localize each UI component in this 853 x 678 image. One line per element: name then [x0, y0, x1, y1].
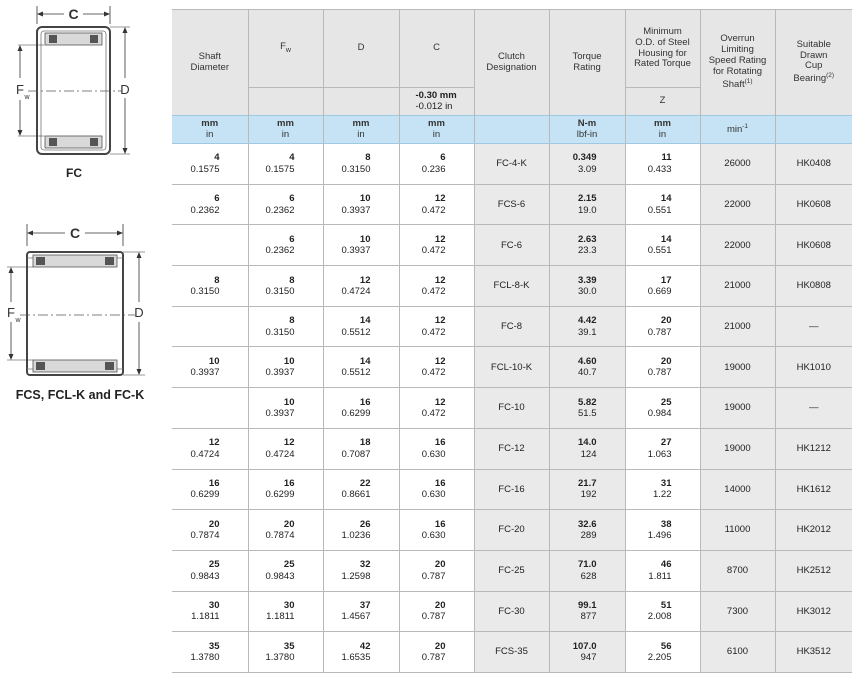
col-subheader-d [323, 88, 399, 116]
cell-overrun-speed: 19000 [700, 347, 775, 388]
cell-shaft-diameter [172, 306, 248, 347]
cell-c: 6 0.236 [399, 144, 474, 185]
table-row [172, 388, 852, 429]
table-row [172, 469, 852, 510]
cell-min-od: 56 2.205 [625, 632, 700, 673]
col-header-c: C [399, 10, 474, 88]
cell-d: 8 0.3150 [323, 144, 399, 185]
cell-d: 14 0.5512 [323, 347, 399, 388]
cell-clutch-designation: FCL-8-K [474, 266, 549, 307]
cell-shaft-diameter [172, 225, 248, 266]
unit-d: mm in [323, 116, 399, 144]
cell-c: 16 0.630 [399, 510, 474, 551]
cell-torque-rating: 71.0 628 [549, 550, 625, 591]
clutch-spec-table [172, 9, 852, 673]
cell-torque-rating: 32.6 289 [549, 510, 625, 551]
cell-overrun-speed: 21000 [700, 266, 775, 307]
col-header-clutch-designation: Clutch Designation [474, 10, 549, 116]
fc-c-label: C [68, 6, 79, 22]
c-tolerance-label: -0.30 mm -0.012 in [399, 88, 474, 116]
fcs-cross-section-drawing [0, 222, 165, 387]
cell-min-od: 25 0.984 [625, 388, 700, 429]
cell-suitable-bearing: HK1212 [775, 428, 852, 469]
cell-torque-rating: 0.349 3.09 [549, 144, 625, 185]
diagram-fc [0, 0, 160, 190]
cell-suitable-bearing: HK2012 [775, 510, 852, 551]
units-row [172, 116, 852, 144]
fcs-d-label: D [134, 305, 144, 320]
col-header-shaft-diameter: Shaft Diameter [172, 10, 248, 116]
fcs-caption: FCS, FCL-K and FC-K [15, 388, 145, 402]
cell-suitable-bearing: HK3012 [775, 591, 852, 632]
cell-d: 12 0.4724 [323, 266, 399, 307]
cell-torque-rating: 21.7 192 [549, 469, 625, 510]
cell-shaft-diameter: 25 0.9843 [172, 550, 248, 591]
fc-cross-section-drawing [0, 0, 160, 165]
cell-overrun-speed: 19000 [700, 388, 775, 429]
cell-overrun-speed: 8700 [700, 550, 775, 591]
cell-torque-rating: 107.0 947 [549, 632, 625, 673]
cell-shaft-diameter: 4 0.1575 [172, 144, 248, 185]
table-row [172, 550, 852, 591]
cell-c: 16 0.630 [399, 469, 474, 510]
cell-clutch-designation: FC-25 [474, 550, 549, 591]
col-subheader-fw [248, 88, 323, 116]
cell-suitable-bearing: HK0808 [775, 266, 852, 307]
cell-d: 32 1.2598 [323, 550, 399, 591]
cell-min-od: 20 0.787 [625, 306, 700, 347]
cell-c: 20 0.787 [399, 632, 474, 673]
cell-fw: 8 0.3150 [248, 266, 323, 307]
cell-overrun-speed: 22000 [700, 184, 775, 225]
unit-clutch [474, 116, 549, 144]
fc-fw-sub-label: w [24, 94, 30, 101]
cell-torque-rating: 2.63 23.3 [549, 225, 625, 266]
cell-torque-rating: 4.42 39.1 [549, 306, 625, 347]
cell-suitable-bearing: — [775, 306, 852, 347]
cell-c: 20 0.787 [399, 591, 474, 632]
table-row [172, 591, 852, 632]
cell-shaft-diameter: 6 0.2362 [172, 184, 248, 225]
cell-clutch-designation: FC-10 [474, 388, 549, 429]
table-row [172, 306, 852, 347]
cell-min-od: 14 0.551 [625, 184, 700, 225]
cell-fw: 8 0.3150 [248, 306, 323, 347]
cell-shaft-diameter: 35 1.3780 [172, 632, 248, 673]
cell-clutch-designation: FC-8 [474, 306, 549, 347]
cell-torque-rating: 14.0 124 [549, 428, 625, 469]
cell-fw: 4 0.1575 [248, 144, 323, 185]
fcs-c-label: C [69, 225, 81, 241]
cell-shaft-diameter: 16 0.6299 [172, 469, 248, 510]
cell-shaft-diameter: 20 0.7874 [172, 510, 248, 551]
cell-suitable-bearing: HK0608 [775, 184, 852, 225]
table-row [172, 632, 852, 673]
cell-overrun-speed: 22000 [700, 225, 775, 266]
fc-d-label: D [120, 82, 130, 97]
cell-clutch-designation: FCL-10-K [474, 347, 549, 388]
cell-overrun-speed: 21000 [700, 306, 775, 347]
cell-suitable-bearing: HK3512 [775, 632, 852, 673]
cell-c: 12 0.472 [399, 266, 474, 307]
cell-d: 14 0.5512 [323, 306, 399, 347]
cell-clutch-designation: FCS-6 [474, 184, 549, 225]
unit-min-od: mm in [625, 116, 700, 144]
cell-shaft-diameter: 30 1.1811 [172, 591, 248, 632]
cell-fw: 35 1.3780 [248, 632, 323, 673]
cell-shaft-diameter [172, 388, 248, 429]
cell-torque-rating: 2.15 19.0 [549, 184, 625, 225]
col-header-min-od: Minimum O.D. of Steel Housing for Rated Torque [625, 10, 700, 88]
cell-fw: 12 0.4724 [248, 428, 323, 469]
cell-suitable-bearing: HK0608 [775, 225, 852, 266]
cell-c: 12 0.472 [399, 347, 474, 388]
cell-min-od: 20 0.787 [625, 347, 700, 388]
cell-min-od: 46 1.811 [625, 550, 700, 591]
cell-d: 16 0.6299 [323, 388, 399, 429]
cell-overrun-speed: 14000 [700, 469, 775, 510]
cell-torque-rating: 4.60 40.7 [549, 347, 625, 388]
cell-d: 26 1.0236 [323, 510, 399, 551]
cell-c: 16 0.630 [399, 428, 474, 469]
cell-clutch-designation: FC-20 [474, 510, 549, 551]
table-row [172, 347, 852, 388]
header-row [172, 10, 852, 88]
col-header-suitable-bearing: Suitable Drawn Cup Bearing$^{(2)}$ [775, 10, 852, 116]
unit-torque: N-m lbf-in [549, 116, 625, 144]
cell-suitable-bearing: HK2512 [775, 550, 852, 591]
cell-overrun-speed: 6100 [700, 632, 775, 673]
cell-min-od: 51 2.008 [625, 591, 700, 632]
fcs-fw-label: F [7, 305, 15, 320]
cell-clutch-designation: FC-4-K [474, 144, 549, 185]
cell-shaft-diameter: 8 0.3150 [172, 266, 248, 307]
table-body [172, 144, 852, 673]
cell-torque-rating: 5.82 51.5 [549, 388, 625, 429]
cell-overrun-speed: 19000 [700, 428, 775, 469]
cell-fw: 6 0.2362 [248, 225, 323, 266]
table-row [172, 428, 852, 469]
col-subheader-z: Z [625, 88, 700, 116]
cell-overrun-speed: 26000 [700, 144, 775, 185]
cell-clutch-designation: FC-16 [474, 469, 549, 510]
cell-min-od: 17 0.669 [625, 266, 700, 307]
cell-clutch-designation: FC-12 [474, 428, 549, 469]
cell-d: 10 0.3937 [323, 225, 399, 266]
cell-shaft-diameter: 10 0.3937 [172, 347, 248, 388]
cell-shaft-diameter: 12 0.4724 [172, 428, 248, 469]
cell-fw: 16 0.6299 [248, 469, 323, 510]
cell-torque-rating: 99.1 877 [549, 591, 625, 632]
cell-suitable-bearing: — [775, 388, 852, 429]
cell-clutch-designation: FCS-35 [474, 632, 549, 673]
cell-fw: 6 0.2362 [248, 184, 323, 225]
cell-c: 20 0.787 [399, 550, 474, 591]
cell-suitable-bearing: HK0408 [775, 144, 852, 185]
cell-fw: 10 0.3937 [248, 347, 323, 388]
cell-clutch-designation: FC-30 [474, 591, 549, 632]
cell-d: 10 0.3937 [323, 184, 399, 225]
unit-c: mm in [399, 116, 474, 144]
cell-suitable-bearing: HK1010 [775, 347, 852, 388]
cell-d: 22 0.8661 [323, 469, 399, 510]
cell-min-od: 14 0.551 [625, 225, 700, 266]
diagram-fcs-fcl-k-fc-k [0, 222, 165, 412]
cell-fw: 25 0.9843 [248, 550, 323, 591]
cell-fw: 30 1.1811 [248, 591, 323, 632]
cell-d: 18 0.7087 [323, 428, 399, 469]
cell-overrun-speed: 11000 [700, 510, 775, 551]
cell-c: 12 0.472 [399, 306, 474, 347]
cell-c: 12 0.472 [399, 388, 474, 429]
cell-min-od: 27 1.063 [625, 428, 700, 469]
cell-fw: 20 0.7874 [248, 510, 323, 551]
cell-d: 37 1.4567 [323, 591, 399, 632]
cell-clutch-designation: FC-6 [474, 225, 549, 266]
cell-suitable-bearing: HK1612 [775, 469, 852, 510]
cell-min-od: 11 0.433 [625, 144, 700, 185]
unit-overrun: $\min^{-1}$ [700, 116, 775, 144]
table-row [172, 266, 852, 307]
fc-caption: FC [66, 166, 82, 180]
cell-c: 12 0.472 [399, 225, 474, 266]
cell-min-od: 38 1.496 [625, 510, 700, 551]
col-header-fw: $F_w$ [248, 10, 323, 88]
unit-shaft: mm in [172, 116, 248, 144]
col-header-torque-rating: Torque Rating [549, 10, 625, 116]
cell-min-od: 31 1.22 [625, 469, 700, 510]
cell-fw: 10 0.3937 [248, 388, 323, 429]
col-header-d: D [323, 10, 399, 88]
table-row [172, 144, 852, 185]
unit-fw: mm in [248, 116, 323, 144]
fc-fw-label: F [16, 82, 24, 97]
unit-bearing [775, 116, 852, 144]
cell-overrun-speed: 7300 [700, 591, 775, 632]
col-header-overrun-speed: Overrun Limiting Speed Rating for Rotating Shaft$^{(1)}$ [700, 10, 775, 116]
cell-torque-rating: 3.39 30.0 [549, 266, 625, 307]
cell-d: 42 1.6535 [323, 632, 399, 673]
cell-c: 12 0.472 [399, 184, 474, 225]
table-row [172, 184, 852, 225]
fcs-fw-sub-label: w [15, 317, 21, 324]
table-row [172, 225, 852, 266]
table-row [172, 510, 852, 551]
